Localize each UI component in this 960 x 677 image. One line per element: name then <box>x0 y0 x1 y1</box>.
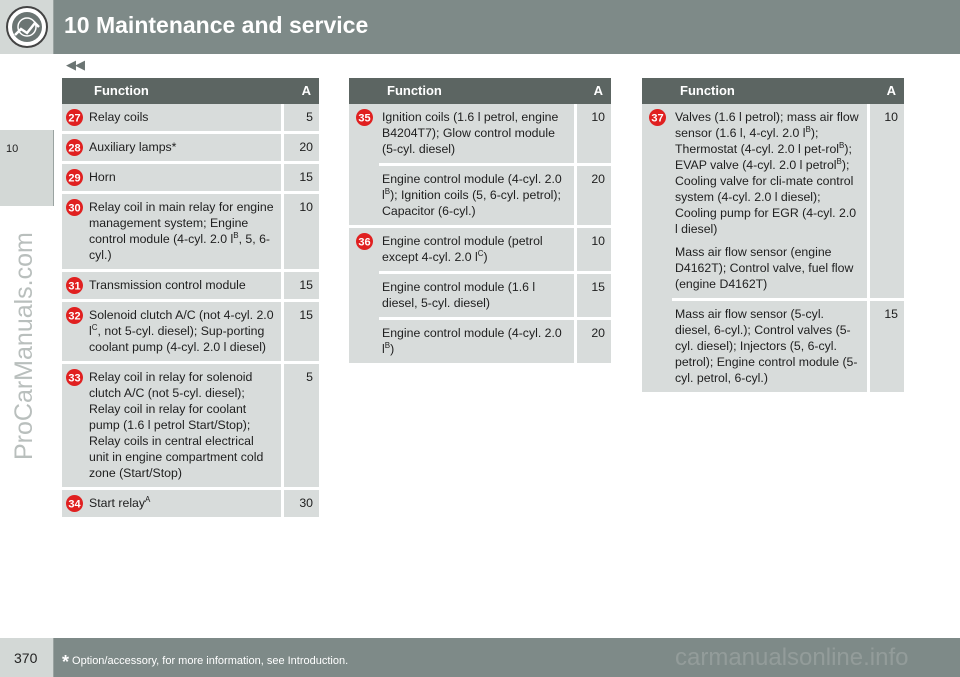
column-header-amp: A <box>282 78 319 104</box>
svg-text:36: 36 <box>357 236 371 249</box>
svg-text:34: 34 <box>67 498 81 511</box>
amp-value: 20 <box>575 319 611 365</box>
table-header-row <box>349 78 611 104</box>
amp-value: 20 <box>282 133 319 163</box>
amp-value: 30 <box>282 489 319 519</box>
amp-value: 10 <box>868 104 904 300</box>
amp-value: 5 <box>282 104 319 133</box>
fuse-number-badge <box>66 307 83 324</box>
function-text <box>672 104 868 300</box>
function-text: Relay coils <box>86 104 282 133</box>
table-row <box>62 271 319 301</box>
fuse-table-2 <box>349 78 611 366</box>
svg-text:32: 32 <box>67 310 81 323</box>
function-text: Horn <box>86 163 282 193</box>
amp-value: 15 <box>868 300 904 394</box>
svg-text:27: 27 <box>67 112 81 125</box>
column-header-function: Function <box>379 78 575 104</box>
amp-value: 15 <box>282 301 319 363</box>
table-row <box>62 163 319 193</box>
chapter-tab-label: 10 <box>6 143 19 155</box>
bottom-watermark: carmanualsonline.info <box>675 644 909 671</box>
svg-text:33: 33 <box>67 372 81 385</box>
fuse-number-badge <box>66 109 83 126</box>
column-header-function: Function <box>672 78 868 104</box>
amp-value: 5 <box>282 363 319 489</box>
footnote <box>62 652 348 673</box>
table-header-row <box>642 78 904 104</box>
table-row <box>62 301 319 363</box>
fuse-number-badge <box>66 495 83 512</box>
page-number: 370 <box>14 650 38 666</box>
page-title: 10 Maintenance and service <box>64 12 369 38</box>
function-text: Engine control module (4-cyl. 2.0 $l^B$) <box>379 319 575 365</box>
table-row <box>349 104 611 165</box>
svg-text:28: 28 <box>67 142 81 155</box>
fuse-number-badge <box>356 109 373 126</box>
svg-text:31: 31 <box>67 280 81 293</box>
function-text: Engine control module (petrol except 4-cyl. 2.0 $l^C$) <box>379 227 575 273</box>
fuse-number-badge <box>66 139 83 156</box>
table-row <box>642 300 904 394</box>
fuse-number-badge <box>66 369 83 386</box>
table-row <box>642 104 904 300</box>
table-row <box>62 363 319 489</box>
function-text: Engine control module (1.6 l diesel, 5-cyl. diesel) <box>379 273 575 319</box>
function-text: Auxiliary lamps* <box>86 133 282 163</box>
function-text: Solenoid clutch A/C (not 4-cyl. 2.0 $l^C$, not 5-cyl. diesel); Sup-porting coolant pump (4-cyl. 2.0 l diesel) <box>86 301 282 363</box>
fuse-number-badge <box>356 233 373 250</box>
back-nav-icon[interactable]: ◀◀ <box>66 57 84 72</box>
amp-value: 20 <box>575 165 611 227</box>
amp-value: 10 <box>575 227 611 273</box>
svg-text:35: 35 <box>357 112 371 125</box>
function-text: Engine control module (4-cyl. 2.0 $l^B$); Ignition coils (5, 6-cyl. petrol); Capacitor (6-cyl.) <box>379 165 575 227</box>
function-text: Ignition coils (1.6 l petrol, engine B4204T7); Glow control module (5-cyl. diesel) <box>379 104 575 165</box>
footnote-text: Option/accessory, for more information, see Introduction. <box>72 655 349 667</box>
fuse-number-badge <box>66 277 83 294</box>
table-row <box>349 273 611 319</box>
amp-value: 10 <box>575 104 611 165</box>
fuse-number-badge <box>649 109 666 126</box>
column-header-amp: A <box>868 78 904 104</box>
function-text: Mass air flow sensor (5-cyl. diesel, 6-cyl.); Control valves (5-cyl. diesel); Injectors (5, 6-cyl. petrol); Engine control module (5-cyl. petrol, 6-cyl.) <box>672 300 868 394</box>
table-row <box>62 133 319 163</box>
chapter-tab[interactable] <box>0 130 54 206</box>
function-text: Transmission control module <box>86 271 282 301</box>
function-paragraph: Mass air flow sensor (engine D4162T); Control valve, fuel flow (engine D4162T) <box>675 245 854 291</box>
function-text: Relay coil in relay for solenoid clutch A/C (not 5-cyl. diesel); Relay coil in relay for coolant pump (1.6 l petrol Start/Stop); Relay coils in central electrical unit in engine compartment cold zone (Start/Stop) <box>86 363 282 489</box>
svg-text:30: 30 <box>67 202 81 215</box>
table-row <box>349 319 611 365</box>
svg-text:37: 37 <box>650 112 664 125</box>
amp-value: 15 <box>282 271 319 301</box>
amp-value: 10 <box>282 193 319 271</box>
amp-value: 15 <box>282 163 319 193</box>
table-row <box>62 193 319 271</box>
function-text: Start relay$^A$ <box>86 489 282 519</box>
table-row <box>62 104 319 133</box>
amp-value: 15 <box>575 273 611 319</box>
fuse-table-3 <box>642 78 904 395</box>
side-watermark: ProCarManuals.com <box>10 232 38 460</box>
column-header-amp: A <box>575 78 611 104</box>
fuse-table-1 <box>62 78 319 520</box>
volvo-logo-icon <box>5 5 49 49</box>
fuse-number-badge <box>66 199 83 216</box>
table-row <box>62 489 319 519</box>
column-header-function: Function <box>86 78 282 104</box>
svg-text:29: 29 <box>67 172 81 185</box>
function-paragraph: Valves (1.6 l petrol); mass air flow sensor (1.6 l, 4-cyl. 2.0 $l^B$); Thermostat (4-cyl. 2.0 l pet-rol$^B$); EVAP valve (4-cyl. 2.0 l petrol$^B$); Cooling valve for cli-mate control system (4-cyl. 2.0 l diesel); Cooling pump for EGR (4-cyl. 2.0 l diesel) <box>675 110 859 236</box>
table-row <box>349 227 611 273</box>
volvo-logo <box>0 0 54 54</box>
function-text: Relay coil in main relay for engine management system; Engine control module (4-cyl. 2.0 $l^B$, 5, 6-cyl.) <box>86 193 282 271</box>
fuse-number-badge <box>66 169 83 186</box>
table-header-row <box>62 78 319 104</box>
footnote-mark: * <box>62 652 70 672</box>
table-row <box>349 165 611 227</box>
